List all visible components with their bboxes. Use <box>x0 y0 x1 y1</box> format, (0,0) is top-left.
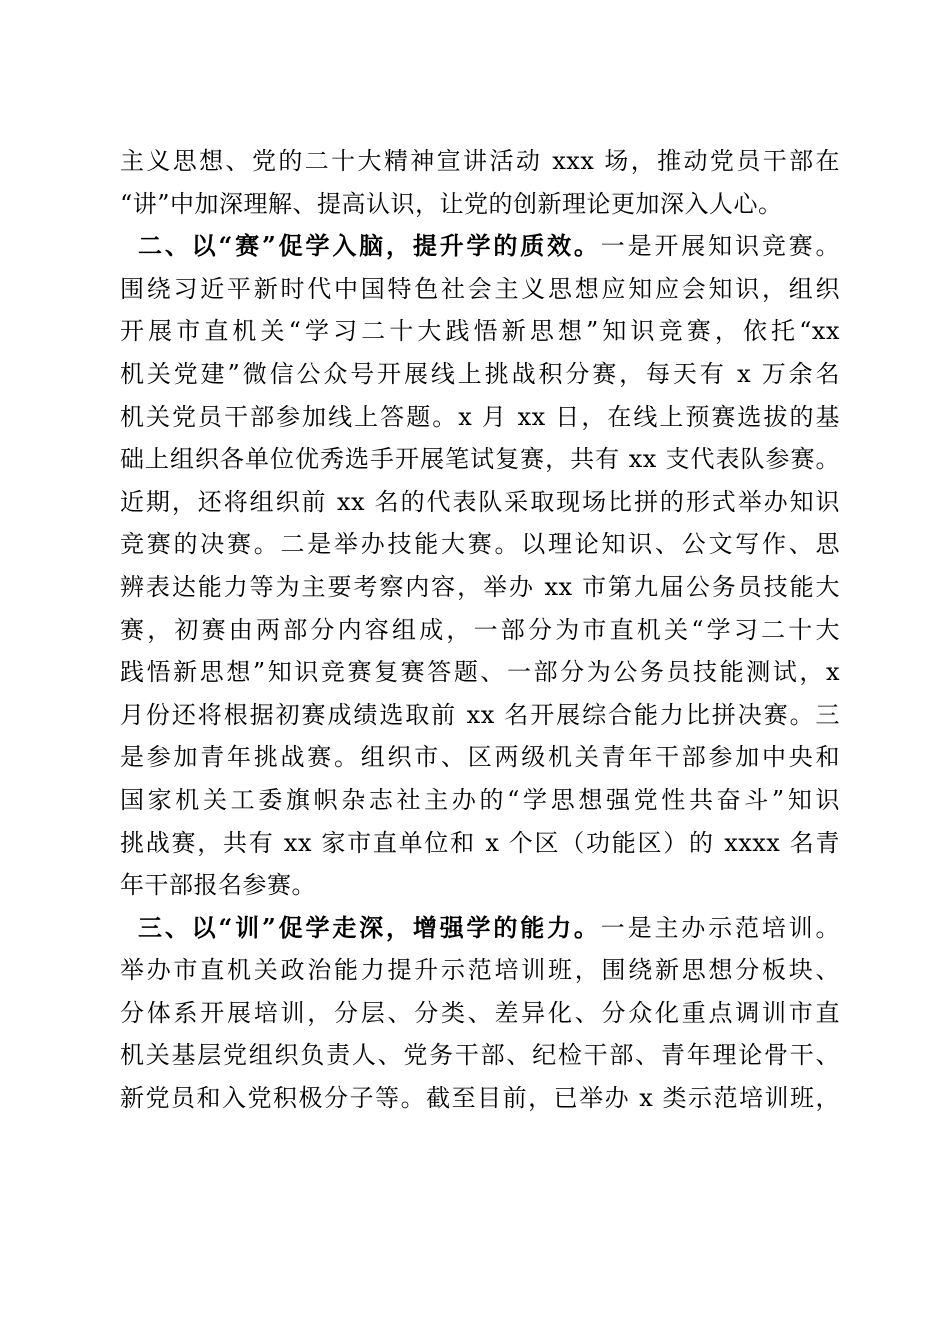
text-line: 竞赛的决赛。二是举办技能大赛。以理论知识、公文写作、思 <box>120 530 840 559</box>
text-line: 础上组织各单位优秀选手开展笔试复赛，共有 xx 支代表队参赛。 <box>120 445 840 474</box>
text-run: 一是开展知识竞赛。 <box>600 232 841 261</box>
text-line: 分体系开展培训，分层、分类、差异化、分众化重点调训市直 <box>120 998 840 1027</box>
text-line: 挑战赛，共有 xx 家市直单位和 x 个区（功能区）的 xxxx 名青 <box>120 828 840 857</box>
text-line: 是参加青年挑战赛。组织市、区两级机关青年干部参加中央和 <box>120 743 840 772</box>
section-heading: 二、以“赛”促学入脑，提升学的质效。 <box>138 231 601 261</box>
text-line: 主义思想、党的二十大精神宣讲活动 xxx 场，推动党员干部在 <box>120 147 840 175</box>
text-run: 一是主办示范培训。 <box>600 913 841 942</box>
text-line: 机关基层党组织负责人、党务干部、纪检干部、青年理论骨干、 <box>120 1041 840 1070</box>
text-line: “讲”中加深理解、提高认识，让党的创新理论更加深入人心。 <box>120 189 783 218</box>
text-line: 近期，还将组织前 xx 名的代表队采取现场比拼的形式举办知识 <box>120 487 840 516</box>
paragraph-first-line <box>120 907 840 950</box>
text-line: 围绕习近平新时代中国特色社会主义思想应知应会知识，组织 <box>120 274 840 303</box>
text-line: 月份还将根据初赛成绩选取前 xx 名开展综合能力比拼决赛。三 <box>120 700 840 729</box>
text-line: 辨表达能力等为主要考察内容，举办 xx 市第九届公务员技能大 <box>120 572 840 601</box>
text-line: 国家机关工委旗帜杂志社主办的“学思想强党性共奋斗”知识 <box>120 785 840 814</box>
text-line: 机关党建”微信公众号开展线上挑战积分赛，每天有 x 万余名 <box>120 359 840 388</box>
document-body <box>120 140 840 1120</box>
text-line: 开展市直机关“学习二十大践悟新思想”知识竞赛，依托“xx <box>120 317 840 346</box>
text-line: 机关党员干部参加线上答题。x 月 xx 日，在线上预赛选拔的基 <box>120 402 840 431</box>
text-line: 践悟新思想”知识竞赛复赛答题、一部分为公务员技能测试，x <box>120 658 840 687</box>
text-line: 新党员和入党积极分子等。截至目前，已举办 x 类示范培训班， <box>120 1084 840 1113</box>
text-line: 赛，初赛由两部分内容组成，一部分为市直机关“学习二十大 <box>120 615 840 644</box>
paragraph-first-line <box>120 225 840 268</box>
text-line: 举办市直机关政治能力提升示范培训班，围绕新思想分板块、 <box>120 956 840 985</box>
section-heading: 三、以“训”促学走深，增强学的能力。 <box>138 912 601 942</box>
text-line: 年干部报名参赛。 <box>120 871 316 900</box>
